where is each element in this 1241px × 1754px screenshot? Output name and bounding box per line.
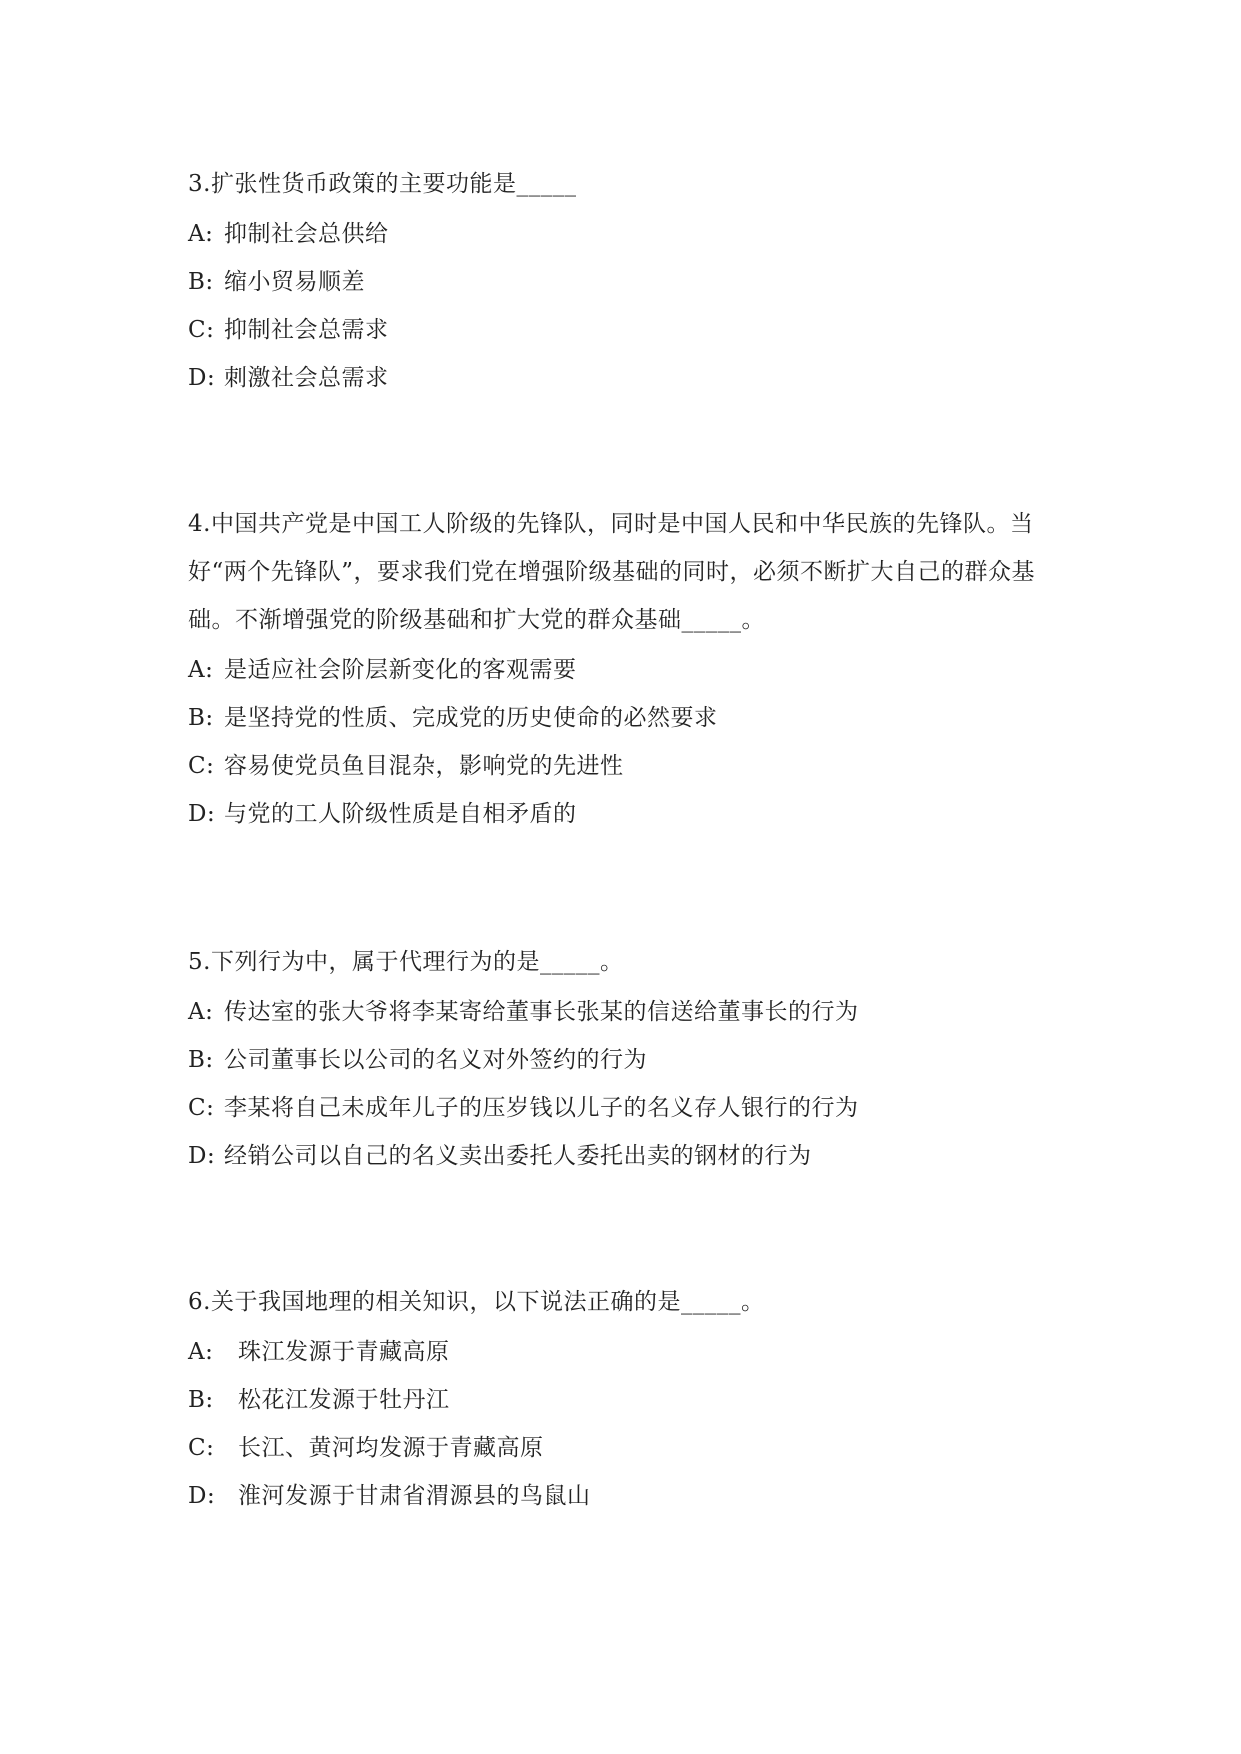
option-a [188, 646, 1068, 694]
option-letter: C: [188, 753, 215, 779]
option-text: 长江、黄河均发源于青藏高原 [238, 1435, 544, 1461]
option-letter: A: [188, 1339, 214, 1365]
option-letter: D: [188, 365, 216, 391]
option-letter: B: [188, 1047, 214, 1073]
option-text: 珠江发源于青藏高原 [238, 1339, 450, 1365]
option-text: 公司董事长以公司的名义对外签约的行为 [224, 1047, 647, 1073]
option-letter: C: [188, 317, 215, 343]
question-6 [188, 1278, 1068, 1520]
option-d [188, 1472, 1068, 1520]
option-b [188, 258, 1068, 306]
option-letter: B: [188, 269, 214, 295]
option-letter: D: [188, 1143, 216, 1169]
option-c [188, 1424, 1068, 1472]
option-d [188, 790, 1068, 838]
option-letter: D: [188, 801, 216, 827]
option-d [188, 354, 1068, 402]
question-stem: 4.中国共产党是中国工人阶级的先锋队，同时是中国人民和中华民族的先锋队。当好“两个先锋队”，要求我们党在增强阶级基础的同时，必须不断扩大自己的群众基础。不渐增强党的阶级基础和扩大党的群众基础_____。 [188, 511, 1036, 633]
option-letter: C: [188, 1095, 215, 1121]
question-stem: 6.关于我国地理的相关知识，以下说法正确的是_____。 [188, 1289, 765, 1315]
option-text: 抑制社会总供给 [224, 221, 389, 247]
option-letter: B: [188, 705, 214, 731]
option-text: 松花江发源于牡丹江 [238, 1387, 450, 1413]
option-b [188, 1376, 1068, 1424]
option-c [188, 306, 1068, 354]
option-a [188, 210, 1068, 258]
option-text: 刺激社会总需求 [224, 365, 389, 391]
option-text: 是适应社会阶层新变化的客观需要 [224, 657, 577, 683]
option-text: 与党的工人阶级性质是自相矛盾的 [224, 801, 577, 827]
option-a [188, 1328, 1068, 1376]
option-text: 是坚持党的性质、完成党的历史使命的必然要求 [224, 705, 718, 731]
option-text: 李某将自己未成年儿子的压岁钱以儿子的名义存人银行的行为 [224, 1095, 859, 1121]
option-letter: A: [188, 221, 214, 247]
option-d [188, 1132, 1068, 1180]
question-5 [188, 938, 1068, 1180]
option-text: 抑制社会总需求 [224, 317, 389, 343]
option-b [188, 694, 1068, 742]
option-text: 经销公司以自己的名义卖出委托人委托出卖的钢材的行为 [224, 1143, 812, 1169]
option-c [188, 1084, 1068, 1132]
question-4 [188, 500, 1068, 838]
option-text: 缩小贸易顺差 [224, 269, 365, 295]
option-c [188, 742, 1068, 790]
option-letter: A: [188, 999, 214, 1025]
option-letter: A: [188, 657, 214, 683]
question-stem: 3.扩张性货币政策的主要功能是_____ [188, 171, 577, 197]
question-3 [188, 160, 1068, 402]
option-text: 传达室的张大爷将李某寄给董事长张某的信送给董事长的行为 [224, 999, 859, 1025]
option-text: 容易使党员鱼目混杂，影响党的先进性 [224, 753, 624, 779]
option-letter: D: [188, 1483, 216, 1509]
option-text: 淮河发源于甘肃省渭源县的鸟鼠山 [238, 1483, 591, 1509]
option-a [188, 988, 1068, 1036]
option-b [188, 1036, 1068, 1084]
question-stem: 5.下列行为中，属于代理行为的是_____。 [188, 949, 624, 975]
option-letter: C: [188, 1435, 215, 1461]
option-letter: B: [188, 1387, 214, 1413]
